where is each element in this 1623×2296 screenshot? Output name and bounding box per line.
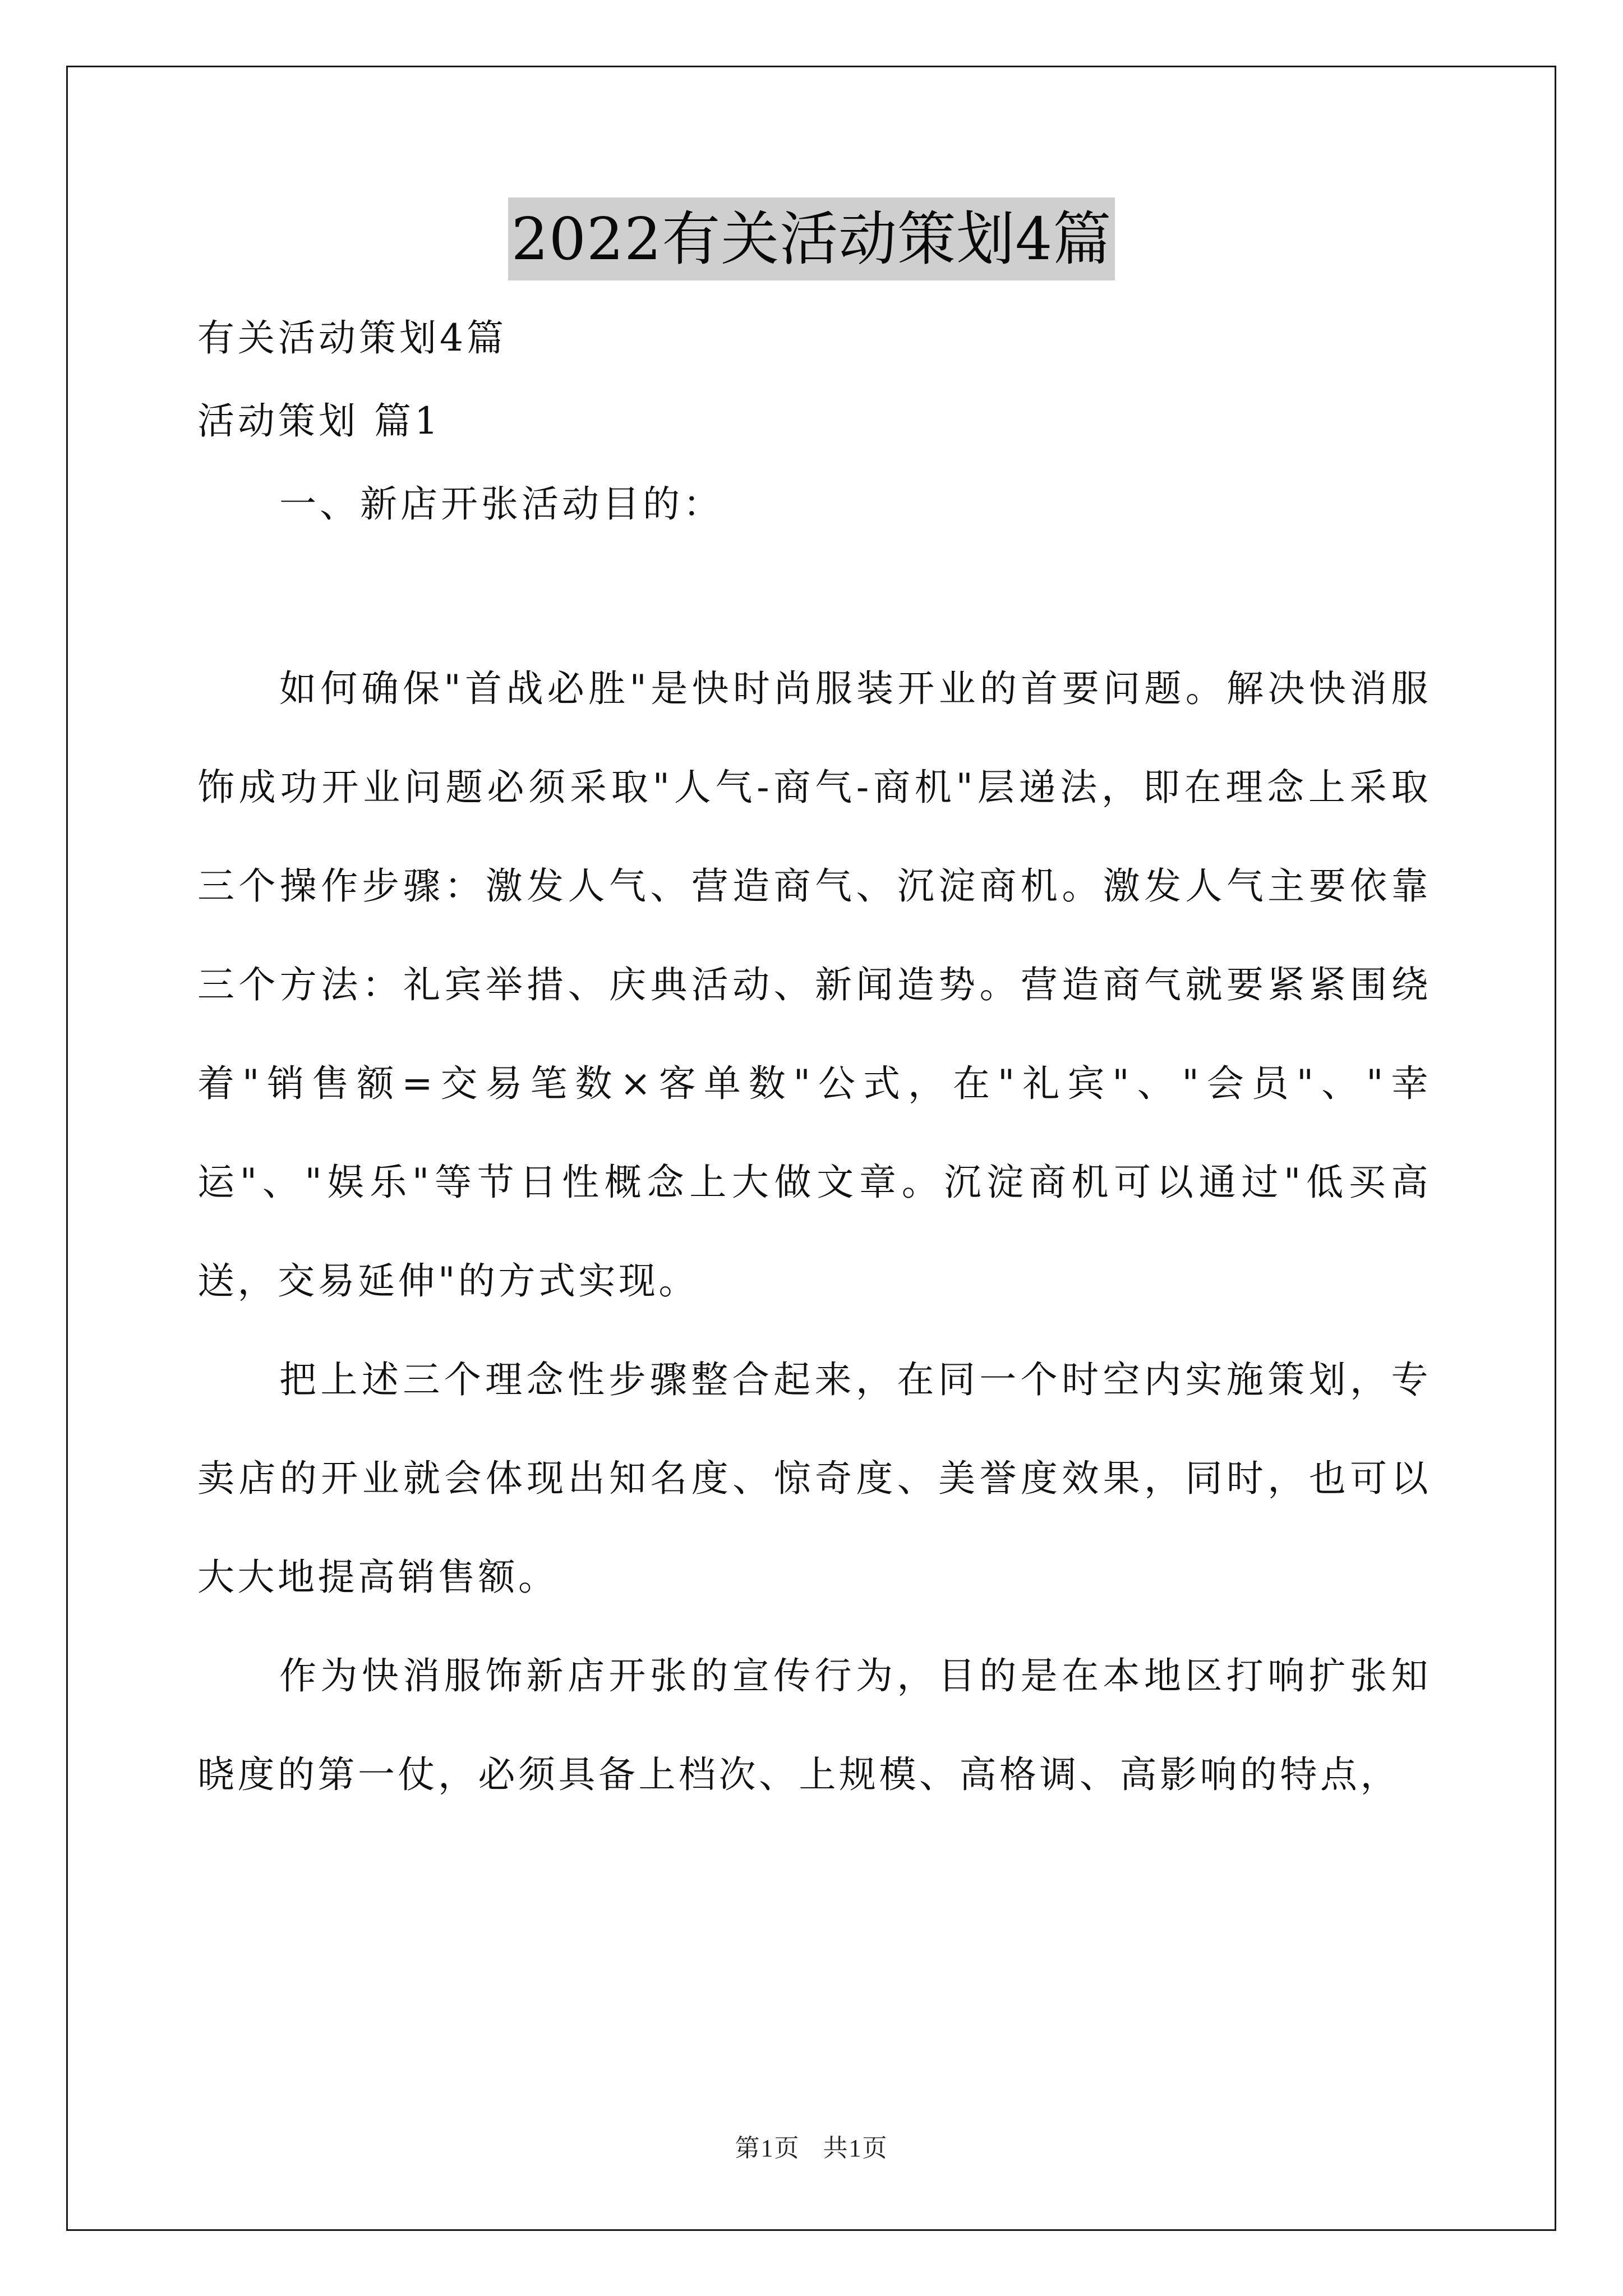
paragraph: 如何确保"首战必胜"是快时尚服装开业的首要问题。解决快消服饰成功开业问题必须采取"人气-商气-商机"层递法，即在理念上采取三个操作步骤：激发人气、营造商气、沉淀商机。激发人气主要依靠三个方法：礼宾举措、庆典活动、新闻造势。营造商气就要紧紧围绕着"销售额=交易笔数×客单数"公式，在"礼宾"、"会员"、"幸运"、"娱乐"等节日性概念上大做文章。沉淀商机可以通过"低买高送，交易延伸"的方式实现。 <box>197 667 1431 1303</box>
paragraph: 把上述三个理念性步骤整合起来，在同一个时空内实施策划，专卖店的开业就会体现出知名度、惊奇度、美誉度效果，同时，也可以大大地提高销售额。 <box>197 1358 1431 1599</box>
paragraph: 作为快消服饰新店开张的宣传行为，目的是在本地区打响扩张知晓度的第一仗，必须具备上档次、上规模、高格调、高影响的特点， <box>197 1654 1431 1796</box>
section-heading: 活动策划 篇1 <box>197 399 441 443</box>
document-title: 2022有关活动策划4篇 <box>508 197 1115 280</box>
page-footer <box>0 2128 1623 2164</box>
title-block <box>0 197 1623 280</box>
page-number: 第1页 <box>735 2134 800 2162</box>
item-heading: 一、新店开张活动目的： <box>279 482 723 526</box>
document-subtitle: 有关活动策划4篇 <box>197 316 507 360</box>
document-body <box>197 303 1431 1824</box>
page-total: 共1页 <box>823 2134 888 2162</box>
